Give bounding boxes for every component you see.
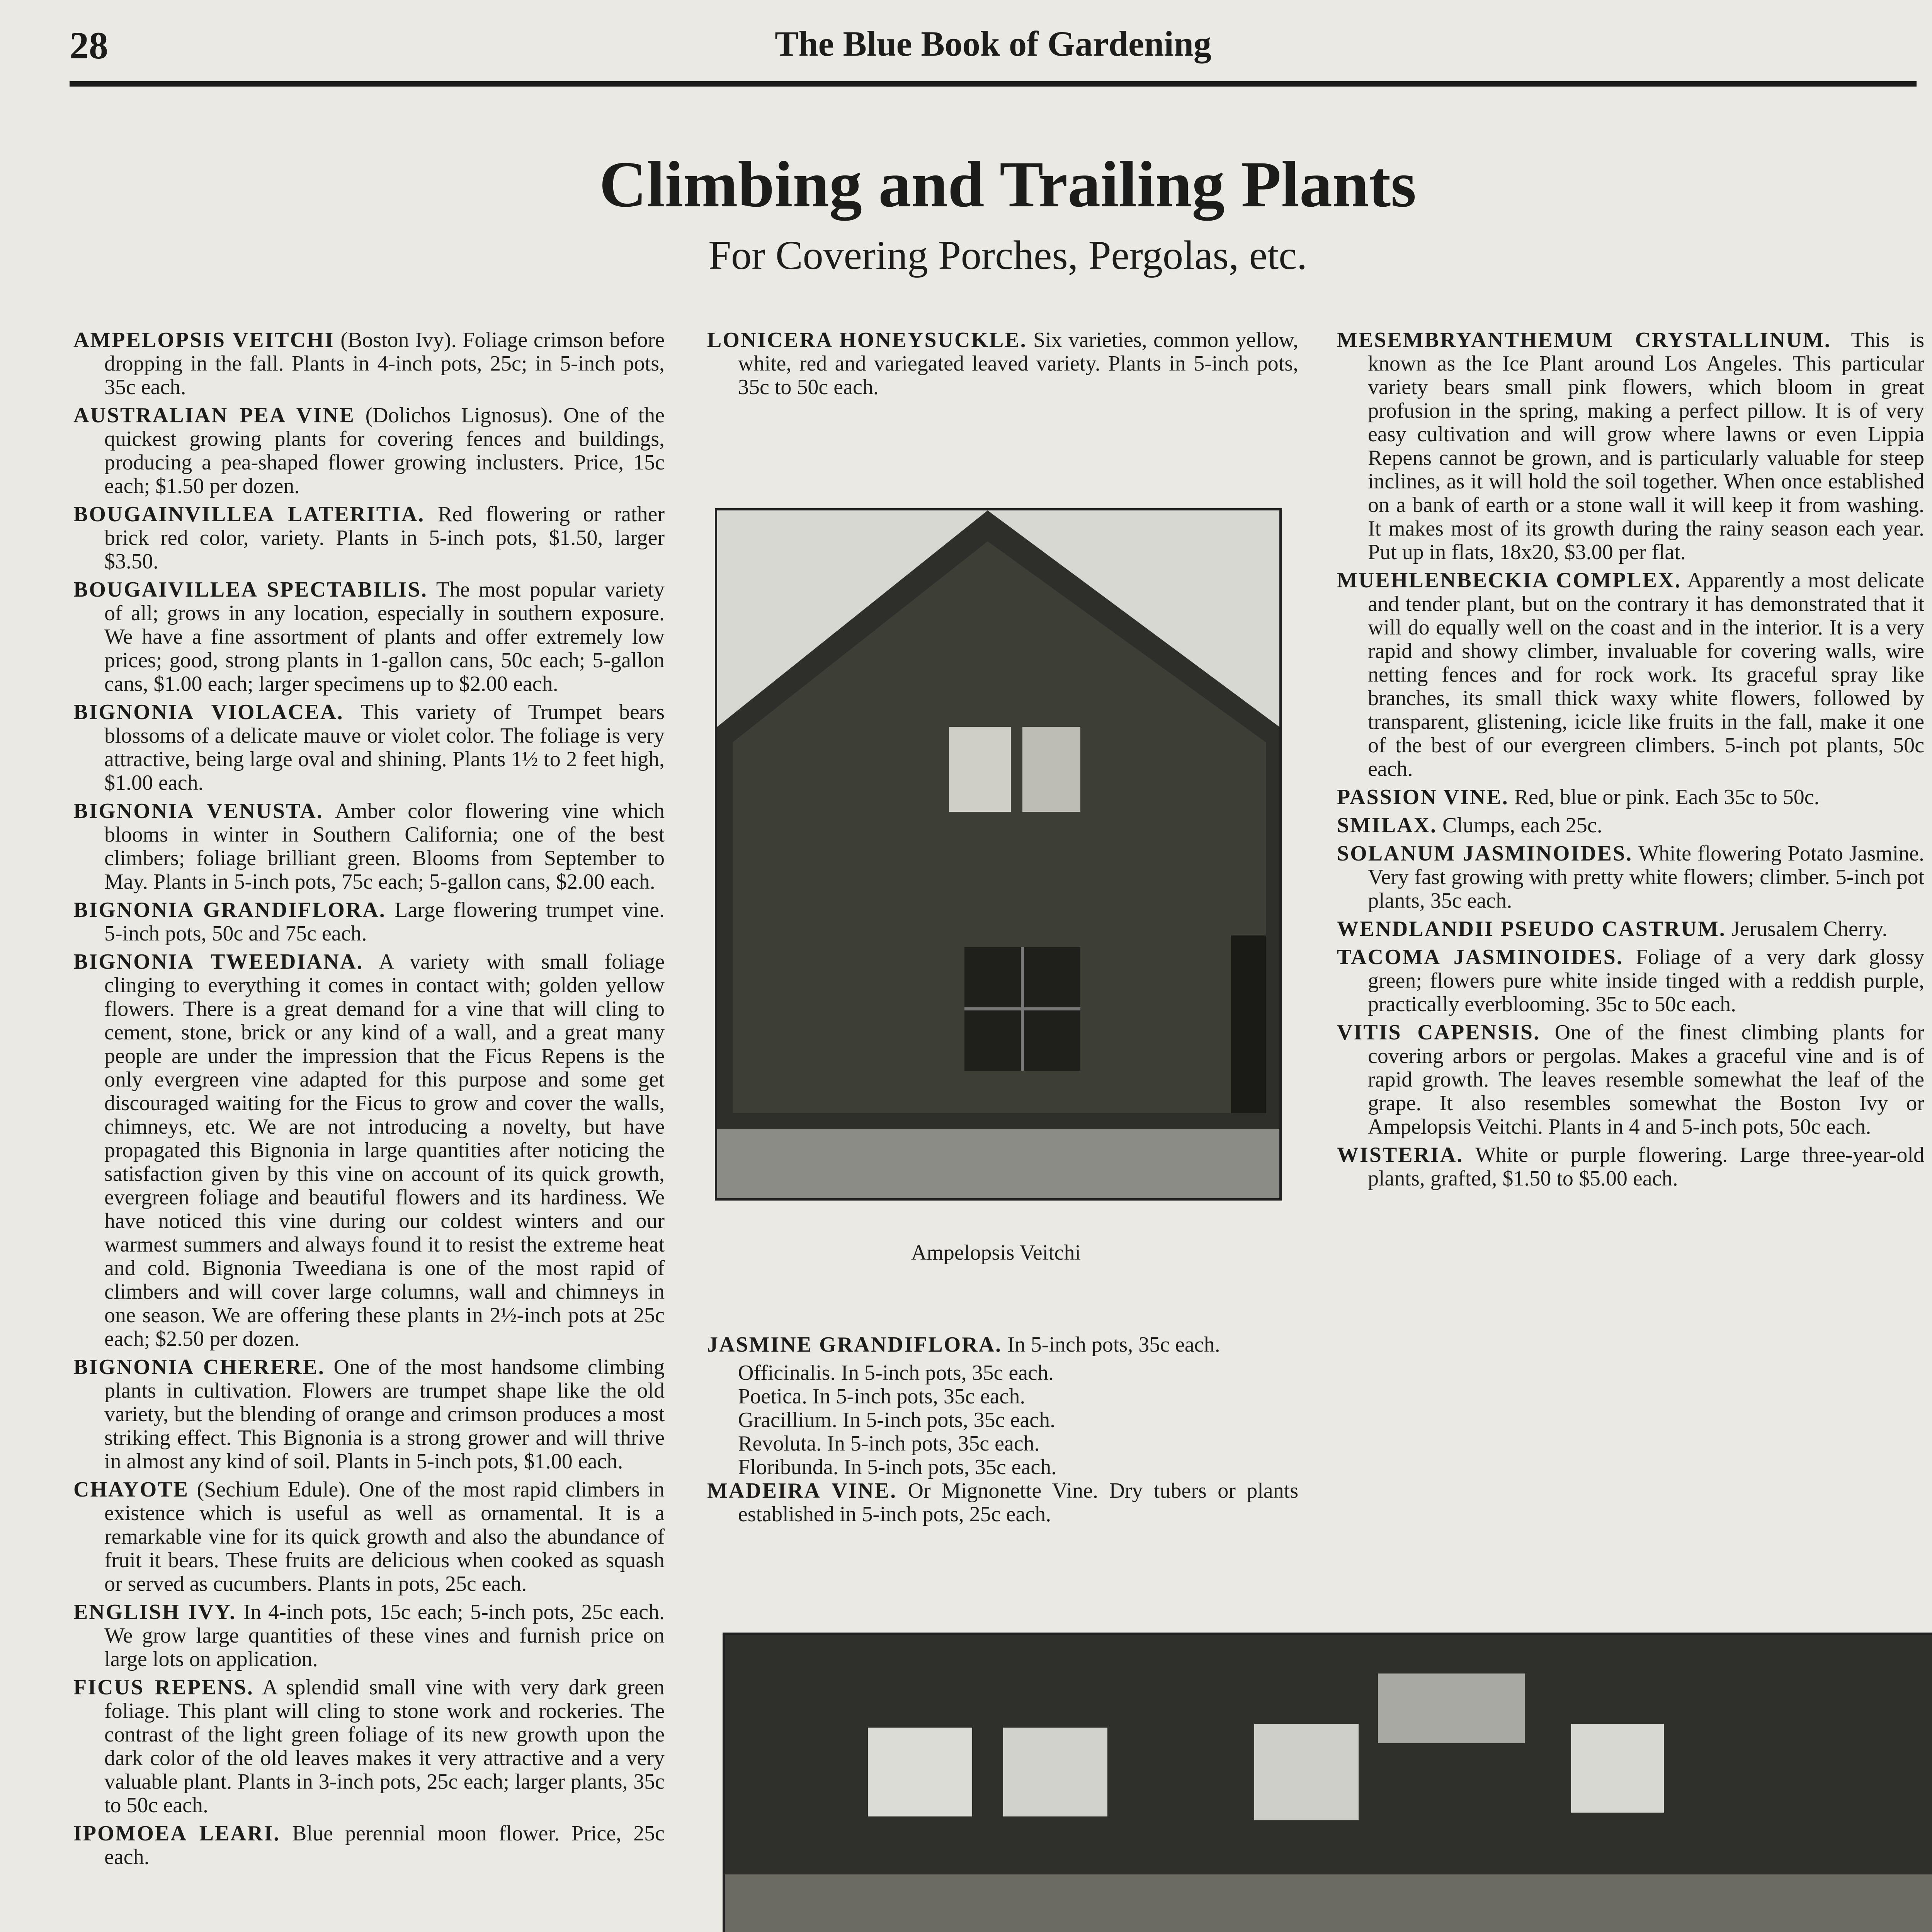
plant-entry	[707, 1479, 1298, 1526]
plant-entry	[73, 578, 665, 696]
plant-entry	[1337, 786, 1924, 809]
plant-name: AUSTRALIAN PEA VINE	[73, 403, 355, 427]
plant-description: Red, blue or pink. Each 35c to 50c.	[1514, 785, 1820, 809]
plant-description: White or purple flowering. Large three-year-old plants, grafted, $1.50 to $5.00 each.	[1368, 1143, 1924, 1190]
plant-entry	[73, 328, 665, 399]
column-1	[73, 328, 665, 1874]
plant-name: BIGNONIA TWEEDIANA.	[73, 950, 364, 974]
plant-entry	[73, 1478, 665, 1596]
plant-name: BIGNONIA GRANDIFLORA.	[73, 898, 386, 922]
plant-name: BIGNONIA VIOLACEA.	[73, 700, 344, 724]
plant-name: TACOMA JASMINOIDES.	[1337, 945, 1623, 969]
plant-description: Or Mignonette Vine. Dry tubers or plants established in 5-inch pots, 25c each.	[738, 1479, 1298, 1526]
plant-entry	[1337, 328, 1924, 564]
plant-name: MESEMBRYANTHEMUM CRYSTALLINUM.	[1337, 328, 1831, 352]
plant-name: SOLANUM JASMINOIDES.	[1337, 842, 1633, 866]
plant-description: In 4-inch pots, 15c each; 5-inch pots, 25c each. We grow large quantities of these vines and furnish price on large lots on application.	[104, 1600, 665, 1671]
variety-line: Floribunda. In 5-inch pots, 35c each.	[738, 1455, 1057, 1479]
plant-entry	[1337, 1021, 1924, 1139]
plant-entry	[73, 799, 665, 894]
plant-name: FICUS REPENS.	[73, 1675, 254, 1699]
plant-description: (Sechium Edule). One of the most rapid climbers in existence which is useful as well as ornamental. It is a remarkable vine for its quick growth and also the abundance of fruit it bears. These fruits are delicious when cooked as squash or served as cucumbers. Plants in pots, 25c each.	[104, 1478, 665, 1596]
plant-name: LONICERA HONEYSUCKLE.	[707, 328, 1027, 352]
plant-description: Clumps, each 25c.	[1442, 813, 1602, 837]
plant-name: BIGNONIA VENUSTA.	[73, 799, 323, 823]
plant-name: BOUGAINVILLEA LATERITIA.	[73, 502, 425, 526]
plant-entry	[73, 404, 665, 498]
plant-entry	[73, 503, 665, 573]
plant-entry	[73, 950, 665, 1351]
column-3	[1337, 328, 1924, 1195]
page-subtitle: For Covering Porches, Pergolas, etc.	[708, 233, 1307, 278]
plant-description: One of the finest climbing plants for covering arbors or pergolas. Makes a graceful vine and is of rapid growth. The leaves resemble somewhat the leaf of the grape. It also resembles somewhat the Boston Ivy or Ampelopsis Veitchi. Plants in 4 and 5-inch pots, 50c each.	[1368, 1020, 1924, 1139]
variety-line: Gracillium. In 5-inch pots, 35c each.	[738, 1408, 1056, 1432]
plant-name: WISTERIA.	[1337, 1143, 1464, 1167]
plant-description: A splendid small vine with very dark green foliage. This plant will cling to stone work and rockeries. The contrast of the light green foliage of its new growth upon the dark color of the old leaves makes it very attractive and a very valuable plant. Plants in 3-inch pots, 25c each; larger plants, 35c to 50c each.	[104, 1675, 665, 1817]
plant-name: JASMINE GRANDIFLORA.	[707, 1333, 1002, 1357]
porch-illustration	[725, 1635, 1932, 1932]
plant-name: BIGNONIA CHERERE.	[73, 1355, 325, 1379]
plant-entry	[73, 1676, 665, 1817]
plant-entry	[1337, 946, 1924, 1016]
plant-description: The most popular variety of all; grows in any location, especially in southern exposure. We have a fine assortment of plants and offer extremely low prices; good, strong plants in 1-gallon cans, 50c each; 5-gallon cans, $1.00 each; larger specimens up to $2.00 each.	[104, 578, 665, 696]
plant-description: (Boston Ivy). Foliage crimson before dropping in the fall. Plants in 4-inch pots, 25c; in 5-inch pots, 35c each.	[104, 328, 665, 399]
plant-name: PASSION VINE.	[1337, 785, 1509, 809]
plant-description: (Dolichos Lignosus). One of the quickest growing plants for covering fences and buildings, producing a pea-shaped flower growing inclusters. Price, 15c each; $1.50 per dozen.	[104, 403, 665, 498]
plant-description: White flowering Potato Jasmine. Very fast growing with pretty white flowers; climber. 5-inch pot plants, 35c each.	[1368, 842, 1924, 913]
plant-name: VITIS CAPENSIS.	[1337, 1020, 1541, 1044]
plant-entry	[73, 1822, 665, 1869]
plant-name: MUEHLENBECKIA COMPLEX.	[1337, 568, 1682, 592]
plant-description: A variety with small foliage clinging to everything it comes in contact with; golden yellow flowers. There is a great demand for a vine that will cling to cement, stone, brick or any kind of a wall, and a great many people are under the impression that the Ficus Repens is the only evergreen vine adapted for this purpose and some get discouraged waiting for the Ficus to grow and cover the walls, chimneys, etc. We are not introducing a novelty, but have propagated this Bignonia in large quantities after noticing the satisfaction given by this vine on account of its quick growth, evergreen foliage and beautiful flowers and its hardiness. We have noticed this vine during our coldest winters and our warmest summers and always found it to resist the extreme heat and cold. Bignonia Tweediana is one of the most rapid of climbers and will cover large columns, wall and chimneys in one season. We are offering these plants in 2½-inch pots at 25c each; $2.50 per dozen.	[104, 950, 665, 1351]
plant-name: WENDLANDII PSEUDO CASTRUM.	[1337, 917, 1726, 941]
plant-entry	[73, 1600, 665, 1671]
plant-entry	[1337, 569, 1924, 781]
plant-name: BOUGAIVILLEA SPECTABILIS.	[73, 578, 428, 602]
photo-ficus-porch	[723, 1633, 1932, 1932]
plant-name: MADEIRA VINE.	[707, 1479, 897, 1503]
photo1-caption: Ampelopsis Veitchi	[911, 1241, 1081, 1265]
plant-description: Apparently a most delicate and tender plant, but on the contrary it has demonstrated that it will do equally well on the coast and in the interior. It is a very rapid and showy climber, invaluable for covering walls, wire netting fences and for rock work. Its graceful spray like branches, its small thick waxy white flowers, followed by transparent, glistening, icicle like fruits in the fall, make it one of the best of our evergreen climbers. 5-inch pot plants, 50c each.	[1368, 568, 1924, 781]
plant-name: IPOMOEA LEARI.	[73, 1821, 281, 1845]
plant-description: In 5-inch pots, 35c each.	[1007, 1333, 1220, 1357]
plant-entry	[73, 1355, 665, 1473]
plant-name: ENGLISH IVY.	[73, 1600, 236, 1624]
house-illustration	[717, 510, 1279, 1198]
plant-entry	[1337, 917, 1924, 941]
plant-description: Six varieties, common yellow, white, red and variegated leaved variety. Plants in 5-inch pots, 35c to 50c each.	[738, 328, 1298, 399]
plant-entry	[73, 898, 665, 946]
page-title: Climbing and Trailing Plants	[599, 148, 1417, 221]
plant-description: This is known as the Ice Plant around Los Angeles. This particular variety bears small pink flowers, which bloom in great profusion in the spring, making a perfect pillow. It is of very easy cultivation and will grow where lawns or even Lippia Repens cannot be grown, and is particularly valuable for steep inclines, as it will hold the soil together. When once established on a bank of earth or a stone wall it will keep it from washing. It makes most of its growth during the rainy season each year. Put up in flats, 18x20, $3.00 per flat.	[1368, 328, 1924, 564]
header-rule	[70, 81, 1917, 87]
plant-entry	[1337, 1143, 1924, 1190]
plant-description: Jerusalem Cherry.	[1731, 917, 1888, 941]
plant-description: Blue perennial moon flower. Price, 25c each.	[104, 1821, 665, 1869]
plant-entry	[707, 328, 1298, 399]
column-2-bottom	[707, 1333, 1298, 1531]
plant-description: One of the most handsome climbing plants in cultivation. Flowers are trumpet shape like the old variety, but the blending of orange and crimson produces a most striking effect. This Bignonia is a strong grower and will thrive in almost any kind of soil. Plants in 5-inch pots, $1.00 each.	[104, 1355, 665, 1473]
plant-description: Red flowering or rather brick red color, variety. Plants in 5-inch pots, $1.50, larger $3.50.	[104, 502, 665, 573]
variety-line: Revoluta. In 5-inch pots, 35c each.	[738, 1432, 1040, 1456]
running-head	[70, 23, 1917, 89]
plant-name: CHAYOTE	[73, 1478, 189, 1502]
plant-name: AMPELOPSIS VEITCHI	[73, 328, 335, 352]
variety-line: Officinalis. In 5-inch pots, 35c each.	[738, 1361, 1054, 1385]
plant-description: Foliage of a very dark glossy green; flowers pure white inside tinged with a reddish purple, practically everblooming. 35c to 50c each.	[1368, 945, 1924, 1016]
plant-entry	[1337, 814, 1924, 837]
variety-line: Poetica. In 5-inch pots, 35c each.	[738, 1384, 1026, 1408]
plant-description: Large flowering trumpet vine. 5-inch pots, 50c and 75c each.	[104, 898, 665, 946]
plant-entry	[73, 701, 665, 795]
plant-description: This variety of Trumpet bears blossoms of a delicate mauve or violet color. The foliage is very attractive, being large oval and shining. Plants 1½ to 2 feet high, $1.00 each.	[104, 700, 665, 795]
plant-entry	[1337, 842, 1924, 913]
page-number: 28	[70, 24, 108, 67]
photo-ampelopsis-house	[715, 508, 1282, 1201]
plant-entry	[707, 1333, 1298, 1357]
plant-name: SMILAX.	[1337, 813, 1437, 837]
column-2-top	[707, 328, 1298, 404]
plant-description: Amber color flowering vine which blooms in winter in Southern California; one of the best climbers; foliage brilliant green. Blooms from September to May. Plants in 5-inch pots, 75c each; 5-gallon cans, $2.00 each.	[104, 799, 665, 894]
book-title: The Blue Book of Gardening	[775, 24, 1211, 63]
